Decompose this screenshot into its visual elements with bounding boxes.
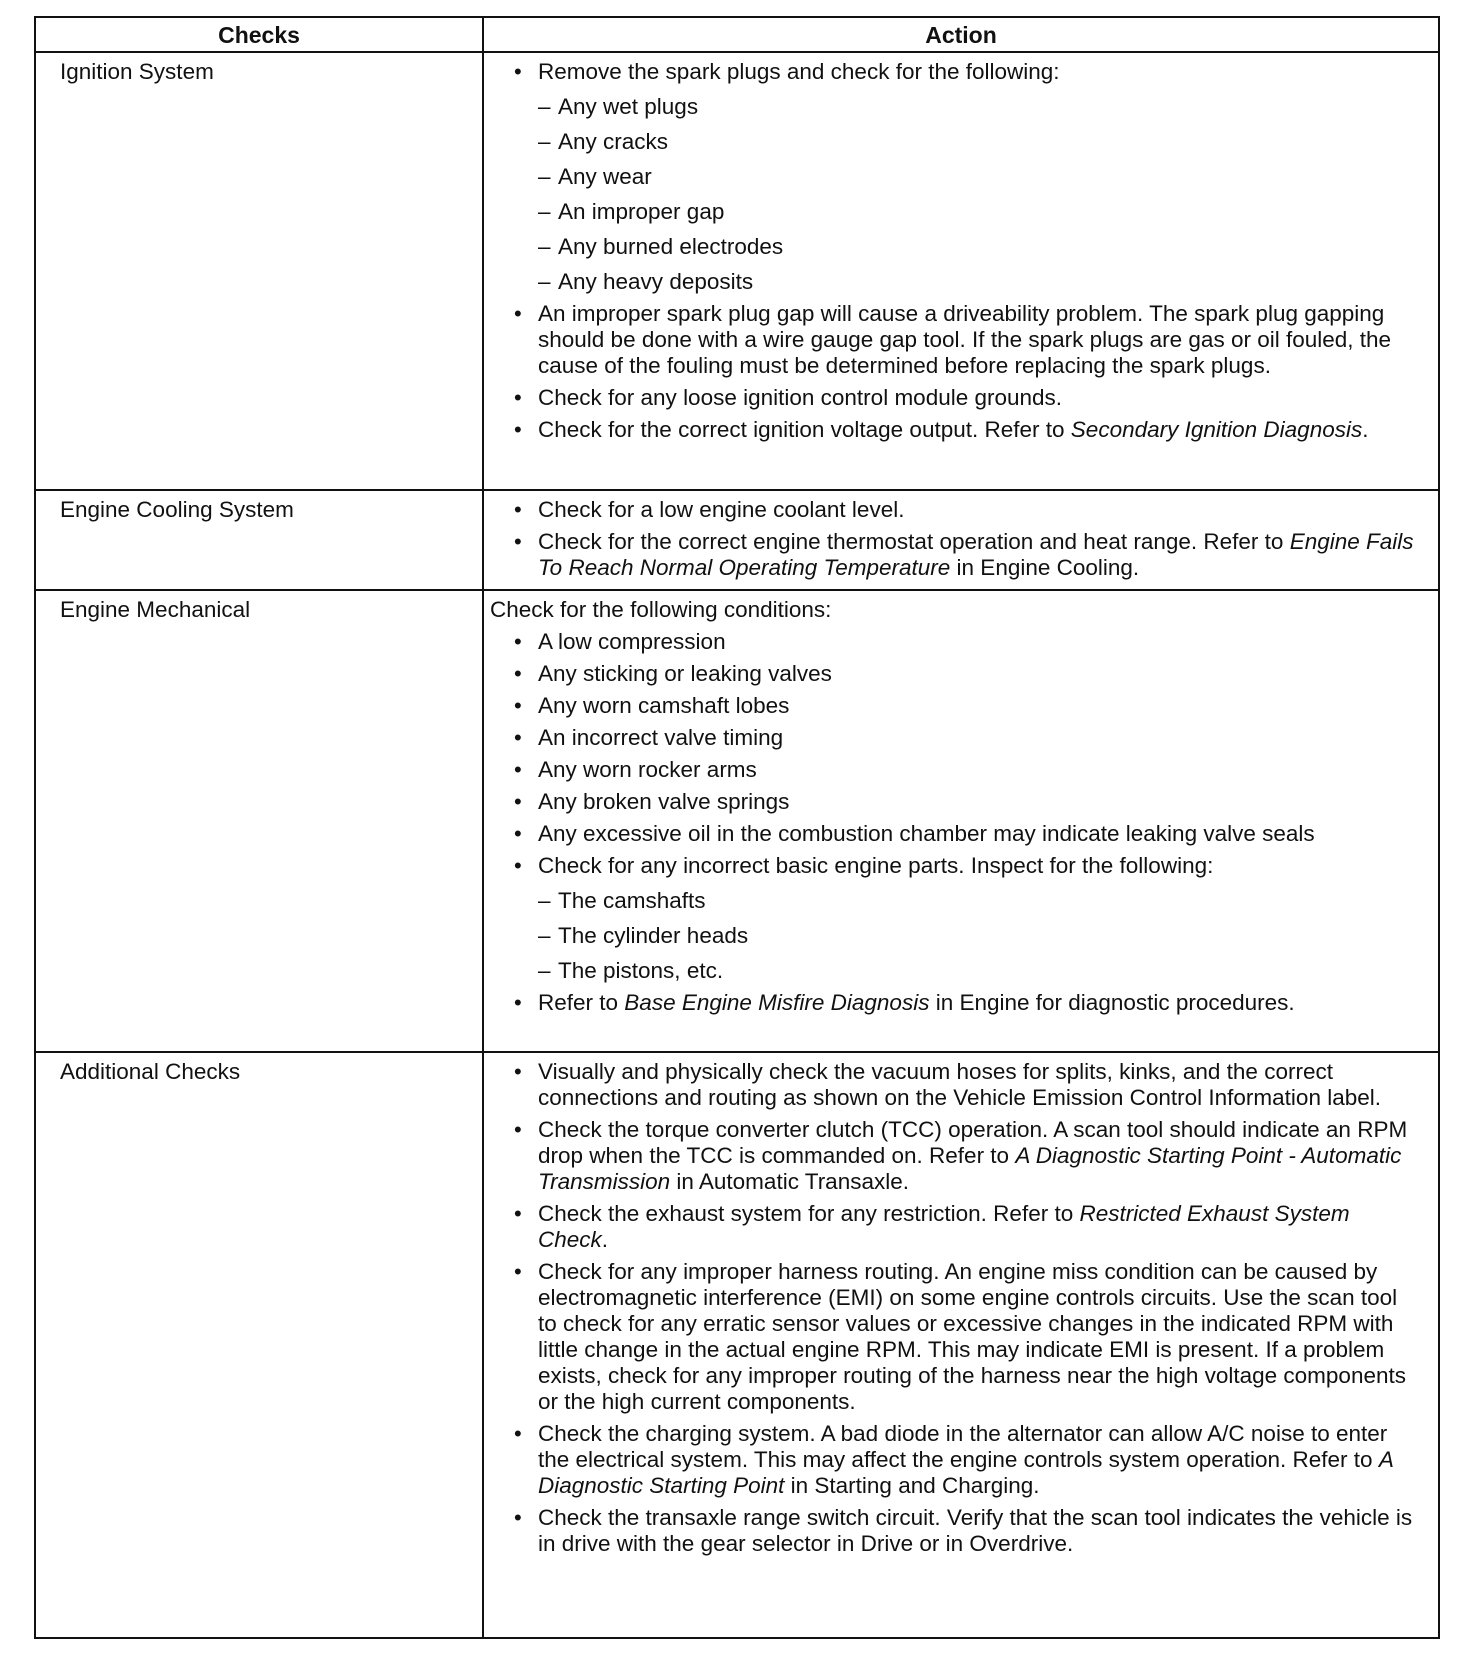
- list-item: [514, 301, 1420, 379]
- list-item: [514, 853, 1420, 984]
- item-text: Check the torque converter clutch (TCC) operation. A scan tool should indicate an RPM drop when the TCC is commanded on. Refer to: [538, 1117, 1408, 1168]
- list-item: [514, 661, 1420, 687]
- item-text: .: [601, 1227, 609, 1252]
- sub-item-text: Any wear: [558, 164, 652, 189]
- reference-text: Engine Fails To Reach Normal Operating Temperature: [538, 529, 1414, 580]
- bullet-icon: •: [514, 59, 522, 84]
- sub-list: [538, 888, 1420, 984]
- sub-item: [538, 199, 1420, 225]
- item-text: Any worn rocker arms: [538, 757, 757, 782]
- item-text: Check for any improper harness routing. An engine miss condition can be caused by electromagnetic interference (EMI) on some engine controls circuits. Use the scan tool to check for any erratic sensor values or excessive changes in the indicated RPM with little change in the actual engine RPM. This may indicate EMI is present. If a problem exists, check for any improper routing of the harness near the high voltage components or the high current components.: [538, 1259, 1406, 1414]
- item-text: Check for the correct engine thermostat operation and heat range. Refer to: [538, 529, 1290, 554]
- list-item: [514, 1259, 1420, 1415]
- list-item: [514, 725, 1420, 751]
- reference-text: A Diagnostic Starting Point: [538, 1447, 1393, 1498]
- sub-item: [538, 164, 1420, 190]
- action-list: [490, 597, 1420, 1016]
- reference-text: Restricted Exhaust System Check: [538, 1201, 1350, 1252]
- sub-item-text: Any cracks: [558, 129, 669, 154]
- item-text: in Automatic Transaxle.: [670, 1169, 909, 1194]
- action-cell: [483, 52, 1439, 490]
- list-item: [514, 529, 1420, 581]
- sub-item: [538, 269, 1420, 295]
- bullet-icon: •: [514, 757, 522, 782]
- sub-item: [538, 923, 1420, 949]
- list-item: [514, 1201, 1420, 1253]
- bullet-icon: •: [514, 417, 522, 442]
- dash-icon: –: [538, 164, 551, 189]
- dash-icon: –: [538, 923, 551, 948]
- item-text: Check the exhaust system for any restriction. Refer to: [538, 1201, 1080, 1226]
- list-item: [514, 821, 1420, 847]
- item-text: Remove the spark plugs and check for the following:: [538, 59, 1060, 84]
- sub-item-text: The pistons, etc.: [558, 958, 724, 983]
- list-item: [514, 693, 1420, 719]
- sub-list: [538, 94, 1420, 295]
- action-cell: [483, 1052, 1439, 1638]
- list-item: [514, 789, 1420, 815]
- item-text: Any sticking or leaking valves: [538, 661, 832, 686]
- bullet-icon: •: [514, 821, 522, 846]
- reference-text: Secondary Ignition Diagnosis: [1070, 417, 1363, 442]
- check-name: Engine Mechanical: [35, 590, 483, 1052]
- sub-item: [538, 234, 1420, 260]
- bullet-icon: •: [514, 385, 522, 410]
- dash-icon: –: [538, 269, 551, 294]
- checks-action-table: [34, 16, 1440, 1639]
- list-item: [514, 1505, 1420, 1557]
- item-text: Visually and physically check the vacuum hoses for splits, kinks, and the correct connections and routing as shown on the Vehicle Emission Control Information label.: [538, 1059, 1381, 1110]
- item-text: Check the transaxle range switch circuit. Verify that the scan tool indicates the vehicle is in drive with the gear selector in Drive or in Overdrive.: [538, 1505, 1413, 1556]
- action-cell: [483, 490, 1439, 590]
- header-checks: Checks: [35, 17, 483, 52]
- check-name: Additional Checks: [35, 1052, 483, 1638]
- dash-icon: –: [538, 888, 551, 913]
- item-text: Check for the correct ignition voltage output. Refer to: [538, 417, 1071, 442]
- action-list: [514, 497, 1420, 581]
- bullet-icon: •: [514, 990, 522, 1015]
- item-text: Any excessive oil in the combustion chamber may indicate leaking valve seals: [538, 821, 1315, 846]
- bullet-icon: •: [514, 1117, 522, 1142]
- item-text: Any worn camshaft lobes: [538, 693, 790, 718]
- dash-icon: –: [538, 234, 551, 259]
- table-row-engine-cooling-system: [35, 490, 1439, 590]
- item-text: in Engine for diagnostic procedures.: [929, 990, 1295, 1015]
- list-item: [514, 417, 1420, 443]
- item-text: in Starting and Charging.: [784, 1473, 1040, 1498]
- item-text: Check the charging system. A bad diode in the alternator can allow A/C noise to enter the electrical system. This may affect the engine controls system operation. Refer to: [538, 1421, 1388, 1472]
- sub-item-text: The cylinder heads: [558, 923, 749, 948]
- sub-item: [538, 958, 1420, 984]
- dash-icon: –: [538, 199, 551, 224]
- item-text: in Engine Cooling.: [950, 555, 1140, 580]
- list-item: [514, 385, 1420, 411]
- table-row-additional-checks: [35, 1052, 1439, 1638]
- check-name: Ignition System: [35, 52, 483, 490]
- bullet-icon: •: [514, 1259, 522, 1284]
- action-cell: [483, 590, 1439, 1052]
- dash-icon: –: [538, 958, 551, 983]
- bullet-icon: •: [514, 1421, 522, 1446]
- dash-icon: –: [538, 94, 551, 119]
- sub-item: [538, 888, 1420, 914]
- sub-item-text: Any wet plugs: [558, 94, 699, 119]
- list-item: [514, 59, 1420, 295]
- item-text: Check for any incorrect basic engine parts. Inspect for the following:: [538, 853, 1214, 878]
- bullet-icon: •: [514, 661, 522, 686]
- item-text: An improper spark plug gap will cause a driveability problem. The spark plug gapping should be done with a wire gauge gap tool. If the spark plugs are gas or oil fouled, the cause of the fouling must be determined before replacing the spark plugs.: [538, 301, 1392, 378]
- intro-text: Check for the following conditions:: [490, 597, 832, 622]
- bullet-icon: •: [514, 301, 522, 326]
- sub-item: [538, 129, 1420, 155]
- item-text: An incorrect valve timing: [538, 725, 784, 750]
- item-text: Check for any loose ignition control module grounds.: [538, 385, 1063, 410]
- bullet-icon: •: [514, 789, 522, 814]
- sub-item-text: Any heavy deposits: [558, 269, 754, 294]
- sub-item-text: The camshafts: [558, 888, 706, 913]
- item-text: .: [1362, 417, 1369, 442]
- reference-text: Base Engine Misfire Diagnosis: [624, 990, 930, 1015]
- action-list: [514, 1059, 1420, 1557]
- bullet-icon: •: [514, 1505, 522, 1530]
- list-item: [514, 757, 1420, 783]
- bullet-icon: •: [514, 629, 522, 654]
- header-action: Action: [483, 17, 1439, 52]
- item-text: Any broken valve springs: [538, 789, 790, 814]
- bullet-icon: •: [514, 725, 522, 750]
- table-row-engine-mechanical: [35, 590, 1439, 1052]
- item-text: Check for a low engine coolant level.: [538, 497, 905, 522]
- list-item: [514, 1117, 1420, 1195]
- table-row-ignition-system: [35, 52, 1439, 490]
- check-name: Engine Cooling System: [35, 490, 483, 590]
- table-header-row: [35, 17, 1439, 52]
- list-item: [514, 497, 1420, 523]
- bullet-icon: •: [514, 1201, 522, 1226]
- sub-item-text: An improper gap: [558, 199, 725, 224]
- sub-item: [538, 94, 1420, 120]
- dash-icon: –: [538, 129, 551, 154]
- bullet-icon: •: [514, 497, 522, 522]
- item-text: A low compression: [538, 629, 726, 654]
- bullet-icon: •: [514, 853, 522, 878]
- bullet-icon: •: [514, 693, 522, 718]
- reference-text: A Diagnostic Starting Point - Automatic Transmission: [538, 1143, 1402, 1194]
- list-item: [514, 990, 1420, 1016]
- bullet-icon: •: [514, 529, 522, 554]
- list-item: [514, 629, 1420, 655]
- action-list: [514, 59, 1420, 443]
- sub-item-text: Any burned electrodes: [558, 234, 784, 259]
- item-text: Refer to: [538, 990, 625, 1015]
- bullet-icon: •: [514, 1059, 522, 1084]
- list-item: [514, 1059, 1420, 1111]
- list-item: [514, 1421, 1420, 1499]
